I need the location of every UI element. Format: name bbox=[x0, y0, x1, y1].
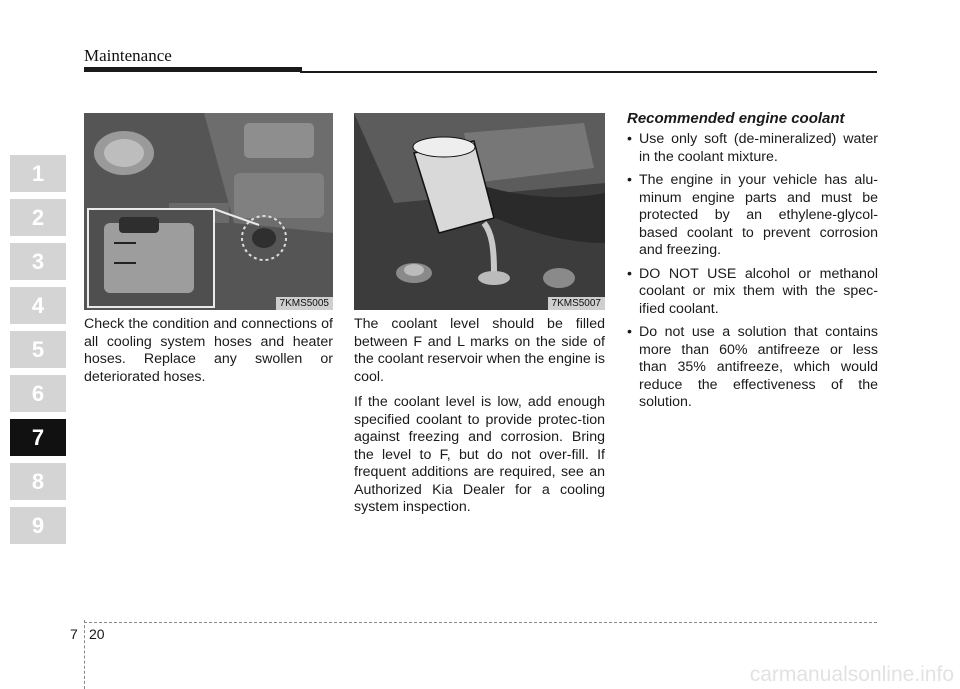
section-title: Recommended engine coolant bbox=[627, 110, 845, 127]
coolant-pouring-illustration bbox=[354, 113, 605, 310]
page-chapter-number: 7 bbox=[70, 626, 78, 642]
chapter-tab-2[interactable]: 2 bbox=[10, 199, 66, 236]
list-item: • DO NOT USE alcohol or methanol coolant or mix them with the spec-ified coolant. bbox=[622, 266, 878, 319]
list-item: • Use only soft (de-mineralized) water in the coolant mixture. bbox=[622, 131, 878, 166]
coolant-level-text-column bbox=[354, 316, 605, 525]
list-item: • Do not use a solution that contains more than 60% antifreeze or less than 35% antifreeze, which would reduce the effectiveness of the solution. bbox=[622, 324, 878, 412]
header-rule-thick bbox=[84, 67, 302, 72]
chapter-tab-6[interactable]: 6 bbox=[10, 375, 66, 412]
footer-divider bbox=[84, 622, 877, 623]
engine-bay-photo bbox=[84, 113, 333, 310]
coolant-pouring-photo bbox=[354, 113, 605, 310]
hoses-text-column bbox=[84, 316, 333, 394]
chapter-tabs bbox=[10, 155, 66, 551]
page-number: 20 bbox=[89, 626, 105, 642]
list-item: • The engine in your vehicle has alu-minum engine parts and must be protected by an ethylene-glycol-based coolant to prevent corrosion and freezing. bbox=[622, 172, 878, 260]
body-paragraph: If the coolant level is low, add enough specified coolant to provide protec-tion against freezing and corrosion. Bring the level to F, but do not over-fill. If frequent additions are required, see an Authorized Kia Dealer for a cooling system inspection. bbox=[354, 394, 605, 515]
body-paragraph: Check the condition and connections of all cooling system hoses and heater hoses. Replace any swollen or deteriorated hoses. bbox=[84, 316, 333, 385]
chapter-tab-5[interactable]: 5 bbox=[10, 331, 66, 368]
body-paragraph: The coolant level should be filled between F and L marks on the side of the coolant reservoir when the engine is cool. bbox=[354, 316, 605, 385]
chapter-tab-8[interactable]: 8 bbox=[10, 463, 66, 500]
image-code-label: 7KMS5007 bbox=[548, 297, 605, 310]
chapter-tab-4[interactable]: 4 bbox=[10, 287, 66, 324]
image-code-label: 7KMS5005 bbox=[276, 297, 333, 310]
chapter-tab-3[interactable]: 3 bbox=[10, 243, 66, 280]
coolant-recommendation-list bbox=[622, 131, 878, 418]
engine-bay-illustration bbox=[84, 113, 333, 310]
chapter-tab-7[interactable]: 7 bbox=[10, 419, 66, 456]
footer-vertical-divider bbox=[84, 620, 85, 689]
chapter-tab-1[interactable]: 1 bbox=[10, 155, 66, 192]
watermark: carmanualsonline.info bbox=[749, 663, 954, 686]
chapter-tab-9[interactable]: 9 bbox=[10, 507, 66, 544]
header-rule-thin bbox=[300, 71, 877, 73]
header-title: Maintenance bbox=[84, 46, 172, 65]
